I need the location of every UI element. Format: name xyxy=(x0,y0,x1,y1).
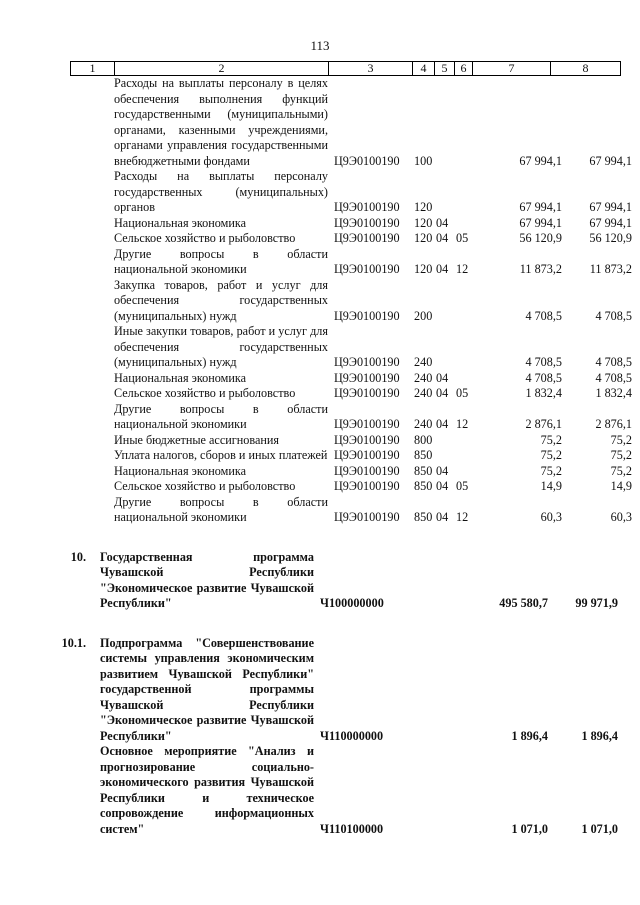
col-header-2: 2 xyxy=(115,62,329,76)
row-target-code: Ц9Э0100190 xyxy=(334,448,400,462)
row-expense-type: 200 xyxy=(414,308,433,323)
row-amount-2021: 11 873,2 xyxy=(589,262,632,276)
table-row xyxy=(0,464,640,480)
row-section: 04 xyxy=(436,463,449,478)
page-number: 113 xyxy=(310,38,330,53)
row-expense-type: 100 xyxy=(414,153,433,168)
table-row xyxy=(0,278,640,325)
row-expense-type: 800 xyxy=(414,432,433,447)
row-amount-2020: 495 580,7 xyxy=(499,596,548,610)
row-amount-2021: 1 071,0 xyxy=(581,821,618,836)
row-target-code: Ц9Э0100190 xyxy=(334,479,400,493)
row-target-code: Ч110000000 xyxy=(320,728,384,743)
row-number: 10.1. xyxy=(61,635,86,650)
row-amount-2021: 14,9 xyxy=(610,479,632,493)
row-expense-type: 120 xyxy=(414,200,433,214)
row-section: 04 xyxy=(436,479,449,493)
row-target-code: Ц9Э0100190 xyxy=(334,510,400,524)
table-header xyxy=(70,61,621,76)
row-section: 04 xyxy=(436,370,449,385)
table-row xyxy=(0,324,640,371)
col-header-1: 1 xyxy=(71,62,115,76)
row-amount-2021: 67 994,1 xyxy=(589,200,632,214)
row-amount-2021: 67 994,1 xyxy=(589,215,632,230)
table-row xyxy=(0,76,640,169)
row-amount-2020: 2 876,1 xyxy=(525,417,562,431)
row-target-code: Ц9Э0100190 xyxy=(334,355,400,369)
row-expense-type: 850 xyxy=(414,479,433,493)
row-amount-2020: 67 994,1 xyxy=(519,215,562,230)
row-target-code: Ч110100000 xyxy=(320,821,384,836)
col-header-7: 7 xyxy=(473,62,551,76)
table-row xyxy=(0,386,640,402)
table-row xyxy=(0,495,640,526)
row-subsection: 05 xyxy=(456,479,469,493)
row-amount-2020: 11 873,2 xyxy=(519,262,562,276)
row-amount-2020: 14,9 xyxy=(540,479,562,493)
table-row xyxy=(0,636,640,745)
row-description: Национальная экономика xyxy=(114,463,247,478)
row-description: Сельское хозяйство и рыболовство xyxy=(114,386,296,400)
row-amount-2020: 4 708,5 xyxy=(525,370,562,385)
row-target-code: Ц9Э0100190 xyxy=(334,463,400,478)
row-amount-2020: 75,2 xyxy=(540,432,562,447)
row-amount-2021: 60,3 xyxy=(610,510,632,524)
table-row xyxy=(0,247,640,278)
row-amount-2021: 2 876,1 xyxy=(595,417,632,431)
row-subsection: 12 xyxy=(456,510,469,524)
row-description: Уплата налогов, сборов и иных платежей xyxy=(114,448,328,462)
row-expense-type: 850 xyxy=(414,510,433,524)
row-amount-2021: 4 708,5 xyxy=(595,370,632,385)
row-amount-2021: 1 832,4 xyxy=(595,386,632,400)
row-target-code: Ц9Э0100190 xyxy=(334,432,400,447)
row-section: 04 xyxy=(436,215,449,230)
row-expense-type: 850 xyxy=(414,463,433,478)
col-header-5: 5 xyxy=(435,62,455,76)
row-expense-type: 240 xyxy=(414,417,433,431)
row-section: 04 xyxy=(436,386,449,400)
row-target-code: Ц9Э0100190 xyxy=(334,231,400,245)
row-target-code: Ц9Э0100190 xyxy=(334,200,400,214)
col-header-6: 6 xyxy=(455,62,473,76)
table-row xyxy=(0,550,640,612)
table-row xyxy=(0,448,640,464)
row-amount-2021: 99 971,9 xyxy=(575,596,618,610)
table-row xyxy=(0,231,640,247)
row-target-code: Ц9Э0100190 xyxy=(334,417,400,431)
row-spacer xyxy=(0,526,640,550)
row-description: Другие вопросы в области национальной экономики xyxy=(114,494,328,524)
row-description: Иные закупки товаров, работ и услуг для обеспечения государственных (муниципальных) нужд xyxy=(114,324,328,369)
row-expense-type: 240 xyxy=(414,355,433,369)
row-description: Расходы на выплаты персоналу в целях обеспечения выполнения функций государственными (муниципальными) органами, казенными учреждениями, органами управления государственными внебюджетными фондами xyxy=(114,76,328,168)
row-description: Сельское хозяйство и рыболовство xyxy=(114,479,296,493)
col-header-3: 3 xyxy=(329,62,413,76)
row-target-code: Ц9Э0100190 xyxy=(334,370,400,385)
row-target-code: Ц9Э0100190 xyxy=(334,308,400,323)
row-amount-2021: 56 120,9 xyxy=(589,231,632,245)
row-description: Национальная экономика xyxy=(114,370,247,385)
row-number: 10. xyxy=(70,549,86,564)
row-description: Закупка товаров, работ и услуг для обеспечения государственных (муниципальных) нужд xyxy=(114,277,328,323)
row-amount-2021: 67 994,1 xyxy=(589,153,632,168)
row-amount-2020: 1 071,0 xyxy=(511,821,548,836)
row-amount-2021: 1 896,4 xyxy=(581,728,618,743)
row-section: 04 xyxy=(436,231,449,245)
row-description: Расходы на выплаты персоналу государственных (муниципальных) органов xyxy=(114,169,328,214)
row-expense-type: 120 xyxy=(414,231,433,245)
table-row xyxy=(0,433,640,449)
row-spacer xyxy=(0,612,640,636)
table-row xyxy=(0,371,640,387)
row-subsection: 12 xyxy=(456,417,469,431)
row-expense-type: 850 xyxy=(414,448,433,462)
row-description: Национальная экономика xyxy=(114,215,247,230)
row-subsection: 05 xyxy=(456,386,469,400)
row-expense-type: 120 xyxy=(414,215,433,230)
row-amount-2020: 1 832,4 xyxy=(525,386,562,400)
col-header-8: 8 xyxy=(551,62,621,76)
row-amount-2020: 67 994,1 xyxy=(519,153,562,168)
row-target-code: Ц9Э0100190 xyxy=(334,153,400,168)
table-row xyxy=(0,216,640,232)
table-row xyxy=(0,479,640,495)
row-description: Другие вопросы в области национальной экономики xyxy=(114,401,328,431)
table-row xyxy=(0,402,640,433)
row-amount-2021: 75,2 xyxy=(610,448,632,462)
row-description: Подпрограмма "Совершенствование системы управления экономическим развитием Чувашской Республики" государственной программы Чувашской Республики "Экономическое развитие Чувашской Республики" xyxy=(100,635,314,743)
row-amount-2020: 1 896,4 xyxy=(511,728,548,743)
row-description: Государственная программа Чувашской Республики "Экономическое развитие Чувашской Республики" xyxy=(100,549,314,610)
row-description: Основное мероприятие "Анализ и прогнозирование социально-экономического развития Чувашской Республики и техническое сопровождение информационных систем" xyxy=(100,744,314,836)
table-row xyxy=(0,744,640,837)
row-subsection: 12 xyxy=(456,262,469,276)
row-amount-2020: 75,2 xyxy=(540,448,562,462)
row-section: 04 xyxy=(436,262,449,276)
row-amount-2020: 4 708,5 xyxy=(525,355,562,369)
row-expense-type: 240 xyxy=(414,370,433,385)
row-target-code: Ц9Э0100190 xyxy=(334,386,400,400)
row-amount-2020: 67 994,1 xyxy=(519,200,562,214)
row-description: Сельское хозяйство и рыболовство xyxy=(114,231,296,245)
row-amount-2021: 75,2 xyxy=(610,463,632,478)
row-amount-2021: 4 708,5 xyxy=(595,355,632,369)
budget-table-body xyxy=(0,76,640,837)
row-section: 04 xyxy=(436,510,449,524)
row-target-code: Ц9Э0100190 xyxy=(334,215,400,230)
row-section: 04 xyxy=(436,417,449,431)
row-expense-type: 240 xyxy=(414,386,433,400)
table-row xyxy=(0,169,640,216)
row-subsection: 05 xyxy=(456,231,469,245)
row-target-code: Ч100000000 xyxy=(320,596,384,610)
row-target-code: Ц9Э0100190 xyxy=(334,262,400,276)
row-description: Другие вопросы в области национальной экономики xyxy=(114,246,328,276)
row-expense-type: 120 xyxy=(414,262,433,276)
row-amount-2020: 60,3 xyxy=(540,510,562,524)
row-amount-2020: 56 120,9 xyxy=(519,231,562,245)
row-amount-2020: 75,2 xyxy=(540,463,562,478)
row-amount-2021: 75,2 xyxy=(610,432,632,447)
row-amount-2021: 4 708,5 xyxy=(595,308,632,323)
row-amount-2020: 4 708,5 xyxy=(525,308,562,323)
col-header-4: 4 xyxy=(413,62,435,76)
row-description: Иные бюджетные ассигнования xyxy=(114,432,280,447)
